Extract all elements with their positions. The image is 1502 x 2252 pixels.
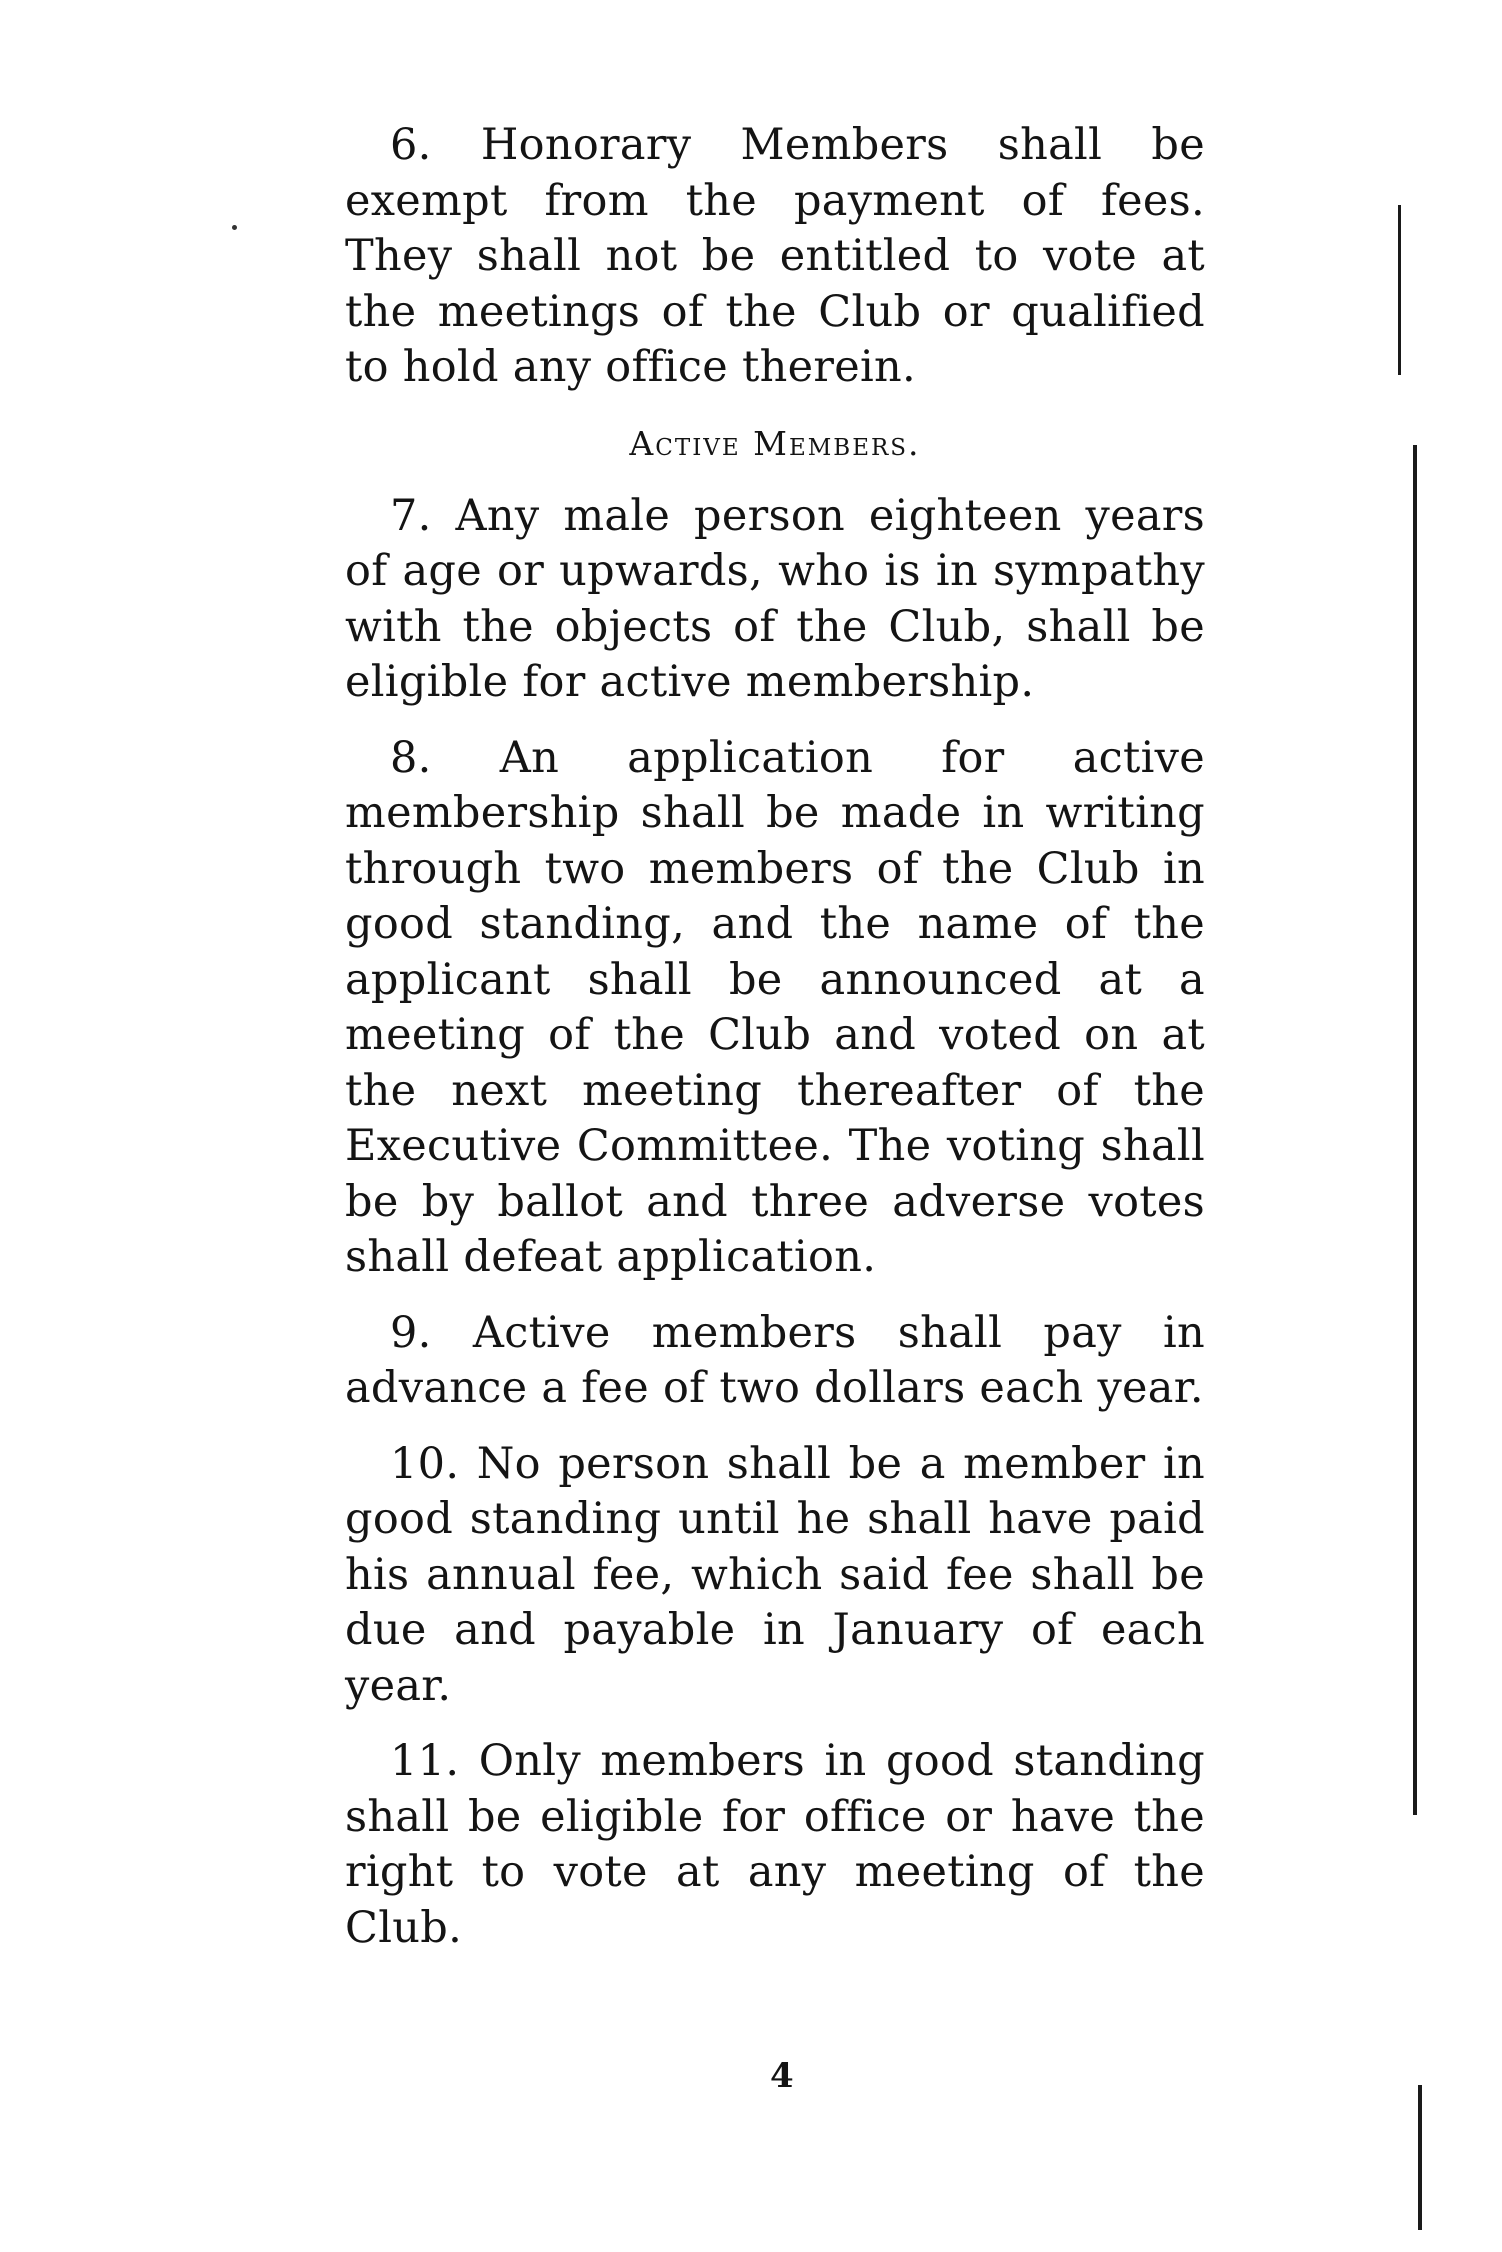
page-edge-line-lower <box>1418 2085 1422 2230</box>
paragraph-6: 6. Honorary Members shall be exempt from the payment of fees. They shall not be entitled to vote at the meetings of the Club or qualified to hold any office therein. <box>345 120 1205 392</box>
paragraph-8: 8. An application for active membership shall be made in writing through two members of the Club in good standing, and the name of the applicant shall be announced at a meeting of the Club and voted on at the next meeting thereafter of the Executive Committee. The voting shall be by ballot and three adverse votes shall defeat application. <box>345 732 1205 1282</box>
paragraph-7: 7. Any male person eighteen years of age or upwards, who is in sympathy with the objects of the Club, shall be eligible for active membership. <box>345 490 1205 707</box>
paragraph-10: 10. No person shall be a member in good standing until he shall have paid his annual fee, which said fee shall be due and payable in January of each year. <box>345 1438 1205 1711</box>
stray-dot <box>232 225 237 230</box>
page-number: 4 <box>770 2056 794 2096</box>
section-heading-active-members: Active Members. <box>629 423 921 463</box>
text-column <box>345 118 1205 1976</box>
paragraph-11: 11. Only members in good standing shall be eligible for office or have the right to vote at any meeting of the Club. <box>345 1736 1205 1953</box>
page-edge-line-upper <box>1398 205 1401 375</box>
page-edge-line-main <box>1413 445 1417 1815</box>
paragraph-9: 9. Active members shall pay in advance a fee of two dollars each year. <box>345 1307 1205 1413</box>
